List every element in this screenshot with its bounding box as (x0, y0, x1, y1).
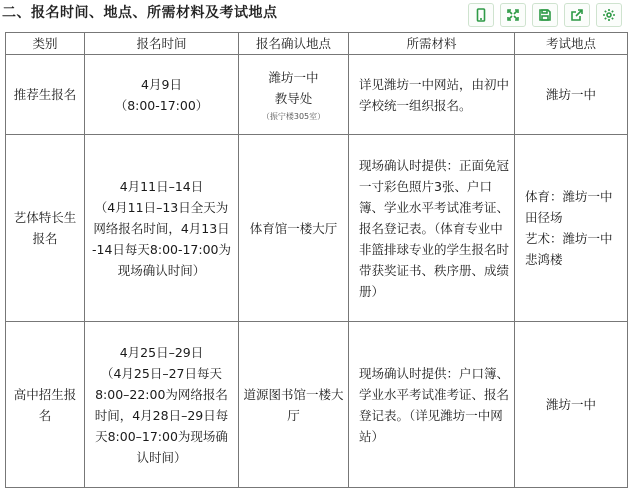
cell-location: 道源图书馆一楼大厅 (239, 322, 349, 488)
text-line: 体育：潍坊一中田径场 (525, 189, 613, 225)
header-materials: 所需材料 (349, 33, 515, 55)
text-line: 4月11日–14日 (119, 178, 204, 194)
cell-category: 推荐生报名 (6, 55, 85, 135)
header-location: 报名确认地点 (239, 33, 349, 55)
cell-location (239, 55, 349, 135)
text-line: （8:00-17:00） (114, 97, 209, 113)
text-line: （4月25日–27日每天8:00–22:00为网络报名时间，4月28日–29日每天8:00–17:00为现场确认时间） (94, 365, 229, 465)
text-line: 4月9日 (141, 76, 182, 92)
cell-materials: 详见潍坊一中网站，由初中学校统一组织报名。 (349, 55, 515, 135)
text-line: （4月11日–13日全天为网络报名时间，4月13日 -14日每天8:00-17:00为现场确认时间） (91, 199, 232, 278)
cell-exam-site: 潍坊一中 (515, 322, 628, 488)
cell-materials: 现场确认时提供：正面免冠一寸彩色照片3张、户口簿、学业水平考试准考证、报名登记表。（体育专业中非篮排球专业的学生报名时带获奖证书、秩序册、成绩册） (349, 135, 515, 322)
cell-exam-site (515, 135, 628, 322)
registration-table (5, 32, 628, 488)
cell-time (85, 135, 239, 322)
cell-category: 高中招生报名 (6, 322, 85, 488)
cell-category: 艺体特长生报名 (6, 135, 85, 322)
table-row (6, 322, 628, 488)
header-exam-site: 考试地点 (515, 33, 628, 55)
cell-location: 体育馆一楼大厅 (239, 135, 349, 322)
mobile-icon[interactable] (468, 3, 494, 27)
table-row (6, 135, 628, 322)
section-title: 二、报名时间、地点、所需材料及考试地点 (2, 5, 278, 21)
text-line: 潍坊一中 (268, 69, 319, 85)
share-icon[interactable] (564, 3, 590, 27)
text-line: 艺术：潍坊一中悲鸿楼 (525, 231, 613, 267)
location-note: （振宁楼305室） (261, 111, 326, 121)
header-time: 报名时间 (85, 33, 239, 55)
save-icon[interactable] (532, 3, 558, 27)
table-row (6, 55, 628, 135)
cell-materials: 现场确认时提供：户口簿、学业水平考试准考证、报名登记表。（详见潍坊一中网站） (349, 322, 515, 488)
cell-exam-site: 潍坊一中 (515, 55, 628, 135)
toolbar (468, 3, 622, 27)
header-category: 类别 (6, 33, 85, 55)
fullscreen-icon[interactable] (500, 3, 526, 27)
cell-time (85, 55, 239, 135)
settings-icon[interactable] (596, 3, 622, 27)
text-line: 教导处 (274, 90, 313, 106)
table-header-row (6, 33, 628, 55)
text-line: 4月25日–29日 (119, 344, 204, 360)
cell-time (85, 322, 239, 488)
